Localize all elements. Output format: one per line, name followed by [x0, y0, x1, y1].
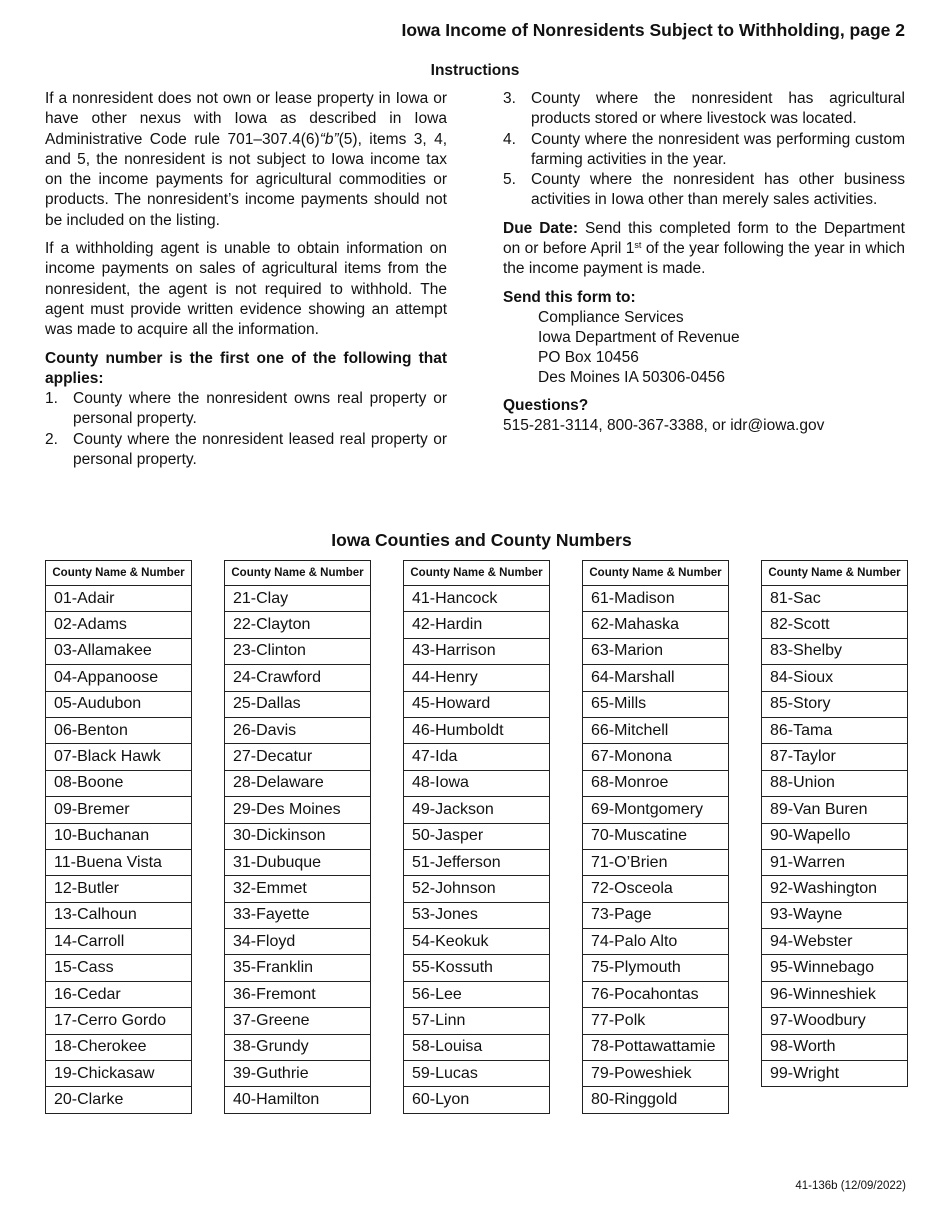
table-row — [404, 876, 550, 902]
table-row — [583, 876, 729, 902]
table-row — [46, 1034, 192, 1060]
table-row — [46, 929, 192, 955]
table-row — [583, 691, 729, 717]
table-row — [404, 1087, 550, 1113]
county-rule-item — [503, 130, 905, 171]
county-rule-list-part1 — [45, 389, 447, 470]
table-row — [404, 744, 550, 770]
table-row — [225, 902, 371, 928]
county-cell: 39-Guthrie — [225, 1061, 371, 1087]
county-cell: 90-Wapello — [762, 823, 908, 849]
table-row — [404, 1061, 550, 1087]
table-row — [225, 929, 371, 955]
county-cell: 22-Clayton — [225, 612, 371, 638]
table-row — [762, 744, 908, 770]
county-cell: 20-Clarke — [46, 1087, 192, 1113]
table-row — [762, 691, 908, 717]
column-header: County Name & Number — [583, 561, 729, 586]
county-rule-number: 1. — [45, 390, 58, 408]
table-row — [46, 876, 192, 902]
column-header: County Name & Number — [404, 561, 550, 586]
county-cell: 96-Winneshiek — [762, 981, 908, 1007]
county-cell: 94-Webster — [762, 929, 908, 955]
table-row — [583, 981, 729, 1007]
county-cell: 69-Montgomery — [583, 797, 729, 823]
table-row — [225, 981, 371, 1007]
table-row — [404, 665, 550, 691]
table-header-row — [404, 561, 550, 586]
county-cell: 15-Cass — [46, 955, 192, 981]
table-row — [404, 691, 550, 717]
table-row — [46, 1087, 192, 1113]
table-row — [583, 1008, 729, 1034]
due-date-superscript: st — [634, 240, 642, 251]
table-row — [762, 586, 908, 612]
county-cell: 48-Iowa — [404, 770, 550, 796]
table-row — [762, 955, 908, 981]
address-line: PO Box 10456 — [538, 348, 639, 366]
table-row — [404, 823, 550, 849]
county-cell: 27-Decatur — [225, 744, 371, 770]
instructions-right-column — [503, 89, 905, 437]
table-row — [46, 797, 192, 823]
county-cell: 29-Des Moines — [225, 797, 371, 823]
county-rule-item — [45, 389, 447, 430]
table-row — [225, 823, 371, 849]
county-cell: 19-Chickasaw — [46, 1061, 192, 1087]
county-cell: 65-Mills — [583, 691, 729, 717]
county-cell: 18-Cherokee — [46, 1034, 192, 1060]
table-row — [762, 612, 908, 638]
table-row — [46, 691, 192, 717]
send-form-heading — [503, 288, 905, 308]
county-cell: 77-Polk — [583, 1008, 729, 1034]
table-row — [46, 638, 192, 664]
county-cell: 91-Warren — [762, 849, 908, 875]
address-line: Compliance Services — [538, 308, 684, 326]
county-cell: 37-Greene — [225, 1008, 371, 1034]
table-row — [762, 638, 908, 664]
table-row — [583, 744, 729, 770]
county-cell: 99-Wright — [762, 1061, 908, 1087]
table-row — [404, 717, 550, 743]
county-cell: 07-Black Hawk — [46, 744, 192, 770]
table-row — [225, 1087, 371, 1113]
county-cell: 24-Crawford — [225, 665, 371, 691]
table-row — [583, 929, 729, 955]
county-rule-text: County where the nonresident has other business activities in Iowa other than merely sales activities. — [531, 171, 905, 209]
county-rule-heading: County number is the first one of the following that applies: — [45, 349, 447, 387]
county-cell: 58-Louisa — [404, 1034, 550, 1060]
table-row — [583, 902, 729, 928]
table-row — [404, 770, 550, 796]
table-row — [404, 981, 550, 1007]
table-row — [762, 770, 908, 796]
table-header-row — [583, 561, 729, 586]
county-cell: 76-Pocahontas — [583, 981, 729, 1007]
county-cell: 36-Fremont — [225, 981, 371, 1007]
county-cell: 03-Allamakee — [46, 638, 192, 664]
table-row — [762, 876, 908, 902]
table-row — [225, 691, 371, 717]
county-rule-number: 4. — [503, 130, 516, 148]
table-row — [404, 929, 550, 955]
table-row — [762, 849, 908, 875]
county-cell: 46-Humboldt — [404, 717, 550, 743]
county-cell: 09-Bremer — [46, 797, 192, 823]
county-cell: 05-Audubon — [46, 691, 192, 717]
table-row — [583, 586, 729, 612]
table-row — [46, 823, 192, 849]
table-row — [225, 665, 371, 691]
county-rule-number: 2. — [45, 430, 58, 448]
county-cell: 64-Marshall — [583, 665, 729, 691]
table-row — [762, 665, 908, 691]
county-cell: 14-Carroll — [46, 929, 192, 955]
due-date-paragraph — [503, 219, 905, 280]
county-cell: 35-Franklin — [225, 955, 371, 981]
county-cell: 04-Appanoose — [46, 665, 192, 691]
counties-heading: Iowa Counties and County Numbers — [331, 530, 632, 550]
county-cell: 98-Worth — [762, 1034, 908, 1060]
county-cell: 73-Page — [583, 902, 729, 928]
send-form-label: Send this form to — [503, 288, 631, 306]
county-rule-text: County where the nonresident was performing custom farming activities in the year. — [531, 130, 905, 168]
county-cell: 41-Hancock — [404, 586, 550, 612]
table-row — [46, 902, 192, 928]
table-row — [583, 797, 729, 823]
table-row — [583, 849, 729, 875]
county-cell: 38-Grundy — [225, 1034, 371, 1060]
county-cell: 82-Scott — [762, 612, 908, 638]
county-cell: 31-Dubuque — [225, 849, 371, 875]
county-rule-number: 5. — [503, 171, 516, 189]
county-table-4 — [582, 560, 729, 1114]
table-row — [46, 612, 192, 638]
table-header-row — [762, 561, 908, 586]
table-header-row — [46, 561, 192, 586]
table-row — [583, 638, 729, 664]
county-cell: 17-Cerro Gordo — [46, 1008, 192, 1034]
table-row — [46, 981, 192, 1007]
county-cell: 71-O’Brien — [583, 849, 729, 875]
table-row — [762, 717, 908, 743]
table-row — [404, 902, 550, 928]
county-cell: 13-Calhoun — [46, 902, 192, 928]
table-row — [225, 1008, 371, 1034]
nexus-text-italic: “b” — [319, 130, 339, 148]
table-row — [46, 586, 192, 612]
table-row — [583, 1034, 729, 1060]
table-row — [762, 929, 908, 955]
table-row — [46, 770, 192, 796]
table-row — [762, 1061, 908, 1087]
table-row — [46, 665, 192, 691]
table-row — [225, 638, 371, 664]
send-form-colon: : — [630, 288, 636, 306]
county-rule-text: County where the nonresident owns real property or personal property. — [73, 390, 447, 428]
table-row — [583, 665, 729, 691]
county-cell: 66-Mitchell — [583, 717, 729, 743]
county-cell: 67-Monona — [583, 744, 729, 770]
county-cell: 06-Benton — [46, 717, 192, 743]
mailing-address — [503, 308, 905, 388]
table-header-row — [225, 561, 371, 586]
table-row — [762, 1034, 908, 1060]
county-cell: 02-Adams — [46, 612, 192, 638]
county-cell: 47-Ida — [404, 744, 550, 770]
county-cell: 95-Winnebago — [762, 955, 908, 981]
column-header: County Name & Number — [762, 561, 908, 586]
county-table-5 — [761, 560, 908, 1087]
county-rule-text: County where the nonresident leased real property or personal property. — [73, 430, 447, 469]
county-cell: 92-Washington — [762, 876, 908, 902]
county-cell: 33-Fayette — [225, 902, 371, 928]
table-row — [762, 981, 908, 1007]
county-cell: 72-Osceola — [583, 876, 729, 902]
county-cell: 56-Lee — [404, 981, 550, 1007]
county-cell: 85-Story — [762, 691, 908, 717]
due-date-text-end: of the year following the year in which the income payment is made. — [503, 240, 905, 278]
table-row — [583, 823, 729, 849]
county-cell: 30-Dickinson — [225, 823, 371, 849]
nexus-text-end: (5), items 3, 4, and 5, the nonresident is not subject to Iowa income tax on the income payments for agricultural commodities or products. The nonresident’s income payments should not be included on the listing. — [45, 130, 447, 229]
table-row — [46, 1061, 192, 1087]
county-cell: 70-Muscatine — [583, 823, 729, 849]
column-header: County Name & Number — [46, 561, 192, 586]
county-cell: 45-Howard — [404, 691, 550, 717]
table-row — [225, 586, 371, 612]
table-row — [46, 955, 192, 981]
table-row — [404, 612, 550, 638]
table-row — [404, 955, 550, 981]
table-row — [404, 849, 550, 875]
table-row — [583, 770, 729, 796]
county-cell: 49-Jackson — [404, 797, 550, 823]
table-row — [762, 823, 908, 849]
county-cell: 25-Dallas — [225, 691, 371, 717]
county-rule-item — [45, 430, 447, 471]
county-rule-item — [503, 170, 905, 211]
county-cell: 52-Johnson — [404, 876, 550, 902]
county-cell: 93-Wayne — [762, 902, 908, 928]
county-rule-text: County where the nonresident has agricultural products stored or where livestock was located. — [531, 90, 905, 128]
table-row — [404, 797, 550, 823]
county-cell: 84-Sioux — [762, 665, 908, 691]
county-rule-list-part2 — [503, 89, 905, 211]
withholding-agent-paragraph: If a withholding agent is unable to obtain information on income payments on sales of agricultural items from the nonresident, the agent is not required to withhold. The agent must provide written evidence showing an attempt was made to acquire all the information. — [45, 240, 447, 339]
county-cell: 26-Davis — [225, 717, 371, 743]
county-cell: 80-Ringgold — [583, 1087, 729, 1113]
county-cell: 08-Boone — [46, 770, 192, 796]
county-cell: 89-Van Buren — [762, 797, 908, 823]
county-cell: 86-Tama — [762, 717, 908, 743]
table-row — [46, 717, 192, 743]
table-row — [762, 797, 908, 823]
questions-contact: 515-281-3114, 800-367-3388, or idr@iowa.gov — [503, 417, 825, 435]
county-cell: 12-Butler — [46, 876, 192, 902]
county-table-2 — [224, 560, 371, 1114]
county-cell: 75-Plymouth — [583, 955, 729, 981]
county-table-3 — [403, 560, 550, 1114]
county-cell: 57-Linn — [404, 1008, 550, 1034]
table-row — [225, 770, 371, 796]
county-cell: 74-Palo Alto — [583, 929, 729, 955]
county-cell: 78-Pottawattamie — [583, 1034, 729, 1060]
instructions-heading: Instructions — [430, 62, 520, 79]
county-cell: 44-Henry — [404, 665, 550, 691]
table-row — [225, 1034, 371, 1060]
table-row — [404, 638, 550, 664]
due-date-label: Due Date: — [503, 219, 578, 237]
county-cell: 50-Jasper — [404, 823, 550, 849]
county-table-1 — [45, 560, 192, 1114]
table-row — [46, 1008, 192, 1034]
instructions-left-column — [45, 89, 447, 478]
table-row — [404, 586, 550, 612]
table-row — [225, 1061, 371, 1087]
table-row — [583, 955, 729, 981]
county-cell: 68-Monroe — [583, 770, 729, 796]
county-cell: 54-Keokuk — [404, 929, 550, 955]
table-row — [583, 1061, 729, 1087]
county-cell: 81-Sac — [762, 586, 908, 612]
table-row — [404, 1008, 550, 1034]
county-cell: 32-Emmet — [225, 876, 371, 902]
table-row — [583, 1087, 729, 1113]
table-row — [225, 744, 371, 770]
county-cell: 28-Delaware — [225, 770, 371, 796]
table-row — [225, 849, 371, 875]
nexus-text-start: If a nonresident does not own or lease property in Iowa or have other nexus with Iowa as described in Iowa Administrative Code rule 701–307.4(6) — [45, 90, 447, 148]
table-row — [225, 612, 371, 638]
county-cell: 01-Adair — [46, 586, 192, 612]
county-cell: 61-Madison — [583, 586, 729, 612]
county-cell: 97-Woodbury — [762, 1008, 908, 1034]
county-cell: 11-Buena Vista — [46, 849, 192, 875]
county-cell: 21-Clay — [225, 586, 371, 612]
county-cell: 55-Kossuth — [404, 955, 550, 981]
page-title: Iowa Income of Nonresidents Subject to Withholding, page 2 — [401, 20, 905, 40]
county-cell: 16-Cedar — [46, 981, 192, 1007]
address-line: Des Moines IA 50306-0456 — [538, 368, 725, 386]
address-line: Iowa Department of Revenue — [538, 328, 740, 346]
due-date-text-start: Send this completed form to the Department on or before April 1 — [503, 219, 905, 258]
county-cell: 43-Harrison — [404, 638, 550, 664]
table-row — [225, 717, 371, 743]
nexus-paragraph — [45, 89, 447, 231]
table-row — [583, 717, 729, 743]
form-code: 41-136b (12/09/2022) — [795, 1180, 906, 1192]
county-cell: 87-Taylor — [762, 744, 908, 770]
county-cell: 10-Buchanan — [46, 823, 192, 849]
table-row — [762, 1008, 908, 1034]
table-row — [225, 797, 371, 823]
county-cell: 63-Marion — [583, 638, 729, 664]
county-cell: 62-Mahaska — [583, 612, 729, 638]
table-row — [46, 849, 192, 875]
county-cell: 79-Poweshiek — [583, 1061, 729, 1087]
county-cell: 88-Union — [762, 770, 908, 796]
table-row — [762, 902, 908, 928]
column-header: County Name & Number — [225, 561, 371, 586]
county-rule-item — [503, 89, 905, 130]
table-row — [404, 1034, 550, 1060]
county-cell: 40-Hamilton — [225, 1087, 371, 1113]
table-row — [583, 612, 729, 638]
table-row — [225, 876, 371, 902]
county-cell: 83-Shelby — [762, 638, 908, 664]
county-cell: 51-Jefferson — [404, 849, 550, 875]
county-cell: 59-Lucas — [404, 1061, 550, 1087]
county-rule-number: 3. — [503, 90, 516, 107]
county-cell: 42-Hardin — [404, 612, 550, 638]
table-row — [46, 744, 192, 770]
table-row — [225, 955, 371, 981]
county-cell: 23-Clinton — [225, 638, 371, 664]
county-cell: 34-Floyd — [225, 929, 371, 955]
county-cell: 60-Lyon — [404, 1087, 550, 1113]
county-cell: 53-Jones — [404, 902, 550, 928]
questions-heading: Questions? — [503, 396, 589, 414]
